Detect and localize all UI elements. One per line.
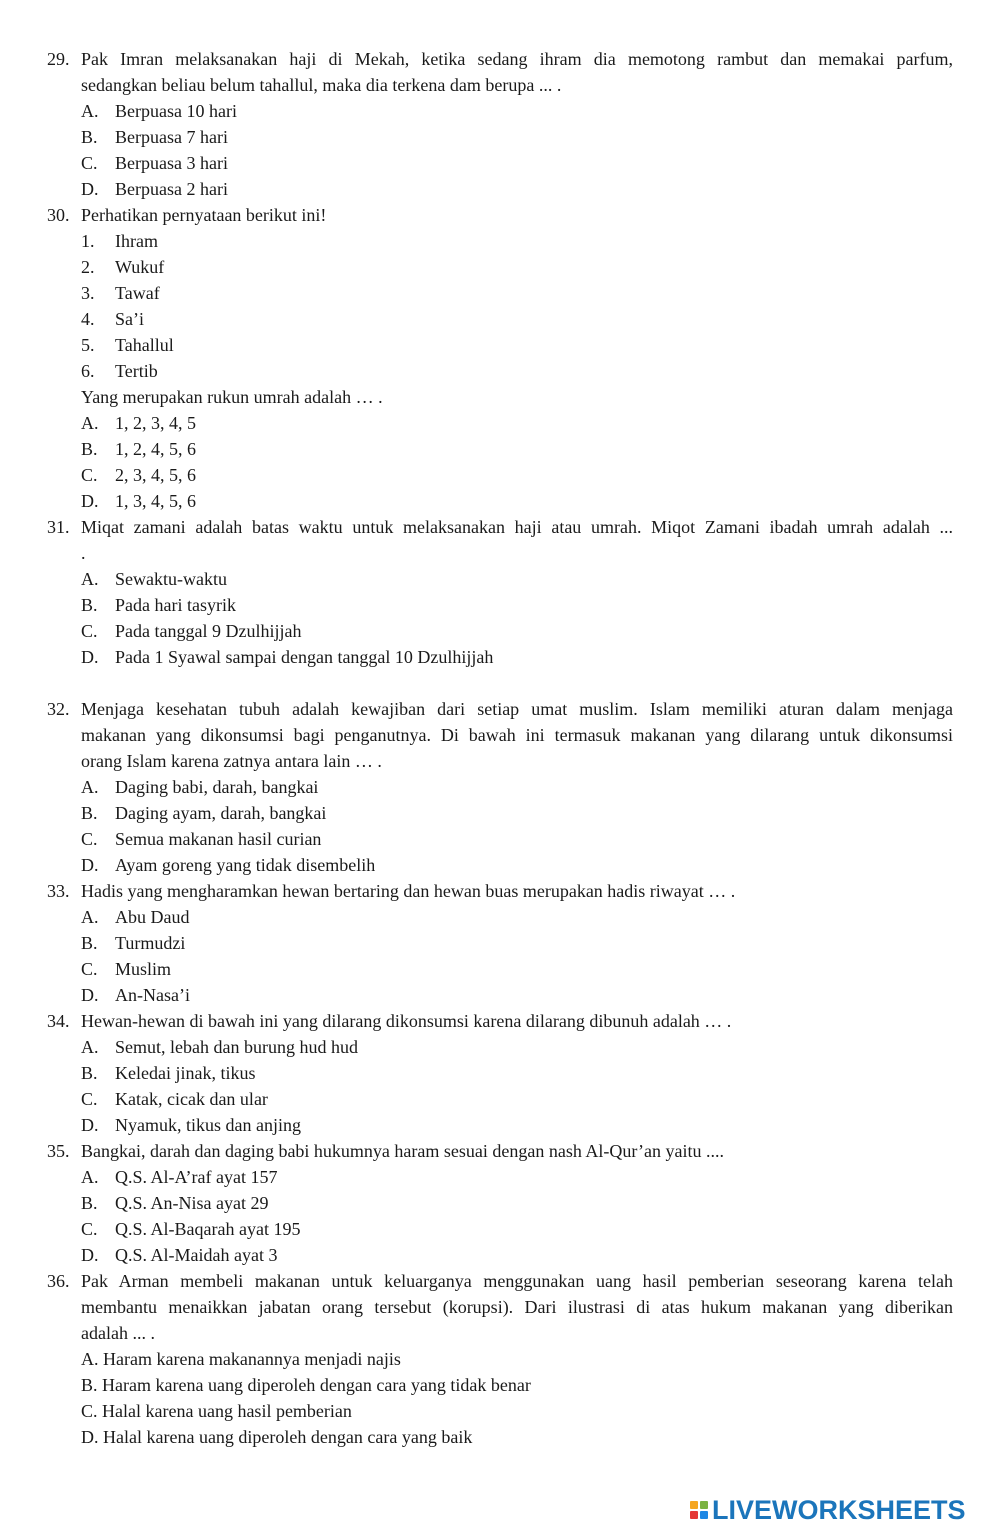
question-text-line: orang Islam karena zatnya antara lain … . bbox=[81, 751, 382, 771]
option-d[interactable]: D. Halal karena uang diperoleh dengan cara yang baik bbox=[81, 1427, 473, 1447]
question-text-line: Miqat zamani adalah batas waktu untuk melaksanakan haji atau umrah. Miqot Zamani ibadah umrah adalah ... bbox=[81, 517, 953, 537]
question-text-line: Bangkai, darah dan daging babi hukumnya haram sesuai dengan nash Al-Qur’an yaitu .... bbox=[81, 1141, 724, 1161]
question-text-line: Hewan-hewan di bawah ini yang dilarang dikonsumsi karena dilarang dibunuh adalah … . bbox=[81, 1011, 732, 1031]
logo-mark-icon bbox=[690, 1501, 708, 1519]
question-text-line: sedangkan beliau belum tahallul, maka dia terkena dam berupa ... . bbox=[81, 75, 562, 95]
question-number: 36. bbox=[47, 1271, 70, 1291]
question-text-line: . bbox=[81, 543, 86, 563]
option-c[interactable]: C. Halal karena uang hasil pemberian bbox=[81, 1401, 352, 1421]
option-a[interactable]: A. Haram karena makanannya menjadi najis bbox=[81, 1349, 401, 1369]
question-number: 31. bbox=[47, 517, 70, 537]
worksheet-page: 29. Pak Imran melaksanakan haji di Mekah, ketika sedang ihram dia memotong rambut dan memakai parfum, sedangkan beliau belum tahallul, maka dia terkena dam berupa ... . A. Berpuasa 10 hari B. Berpuasa 7 hari C. Berpuasa 3 hari D. Berpuasa 2 hari 30. Perhatikan pernyataan berikut ini! 1. Ihram 2. Wukuf 3. Tawaf 4. Sa’i 5. Tahallul 6. Tertib Yang merupakan rukun umrah adalah … . A. 1, 2, 3, 4, 5 B. 1, 2, 4, 5, 6 C. 2, 3, 4, 5, 6 D. 1, 3, 4, 5, 6 31. Miqat zamani adalah batas waktu untuk melaksanakan haji atau umrah. Miqot Zamani ibadah umrah adalah ... . A. Sewaktu-waktu B. Pada hari tasyrik C. Pada tanggal 9 Dzulhijjah D. Pada 1 Syawal sampai dengan tanggal 10 Dzulhijjah 32. Menjaga kesehatan tubuh adalah kewajiban dari setiap umat muslim. Islam memiliki aturan dalam menjaga makanan yang dikonsumsi bagi penganutnya. Di bawah ini termasuk makanan yang dilarang untuk dikonsumsi orang Islam karena zatnya antara lain … . A. Daging babi, darah, bangkai B. Daging ayam, darah, bangkai C. Semua makanan hasil curian D. Ayam goreng yang tidak disembelih 33. Hadis yang mengharamkan hewan bertaring dan hewan buas merupakan hadis riwayat … . A. Abu Daud B. Turmudzi C. Muslim D. An-Nasa’i 34. Hewan-hewan di bawah ini yang dilarang dikonsumsi karena dilarang dibunuh adalah … . A. Semut, lebah dan burung hud hud B. Keledai jinak, tikus C. Katak, cicak dan ular D. Nyamuk, tikus dan anjing 35. Bangkai, darah dan daging babi hukumnya haram sesuai dengan nash Al-Qur’an yaitu .... A. Q.S. Al-A’raf ayat 157 B. Q.S. An-Nisa ayat 29 C. Q.S. Al-Baqarah ayat 195 D. Q.S. Al-Maidah ayat 3 36. Pak Arman membeli makanan untuk keluarganya menggunakan uang hasil pemberian seseorang karena telah membantu menaikkan jabatan orang tersebut (korupsi). Dari ilustrasi di atas hukum makanan yang diberikan adalah ... . A. Haram karena makanannya menjadi najis B. Haram karena uang diperoleh dengan cara yang tidak benar C. Halal karena uang hasil pemberian D. Halal karena uang diperoleh dengan cara yang baik LIVEWORKSHEETS bbox=[0, 0, 1000, 1534]
liveworksheets-logo[interactable] bbox=[690, 1495, 966, 1525]
question-number: 35. bbox=[47, 1141, 70, 1161]
question-prompt: Yang merupakan rukun umrah adalah … . bbox=[81, 387, 383, 407]
question-number: 32. bbox=[47, 699, 70, 719]
question-text-line: Hadis yang mengharamkan hewan bertaring dan hewan buas merupakan hadis riwayat … . bbox=[81, 881, 736, 901]
logo-text: LIVEWORKSHEETS bbox=[712, 1494, 966, 1525]
question-text-line: Perhatikan pernyataan berikut ini! bbox=[81, 205, 327, 225]
question-number: 29. bbox=[47, 49, 70, 69]
question-text-line: makanan yang dikonsumsi bagi penganutnya. Di bawah ini termasuk makanan yang dilarang untuk dikonsumsi bbox=[81, 725, 953, 745]
question-text-line: Pak Imran melaksanakan haji di Mekah, ketika sedang ihram dia memotong rambut dan memakai parfum, bbox=[81, 49, 953, 69]
question-number: 34. bbox=[47, 1011, 70, 1031]
question-text-line: Menjaga kesehatan tubuh adalah kewajiban dari setiap umat muslim. Islam memiliki aturan dalam menjaga bbox=[81, 699, 953, 719]
question-number: 33. bbox=[47, 881, 70, 901]
question-text-line: adalah ... . bbox=[81, 1323, 155, 1343]
question-number: 30. bbox=[47, 205, 70, 225]
option-b[interactable]: B. Haram karena uang diperoleh dengan cara yang tidak benar bbox=[81, 1375, 531, 1395]
question-text-line: membantu menaikkan jabatan orang tersebut (korupsi). Dari ilustrasi di atas hukum makanan yang diberikan bbox=[81, 1297, 953, 1317]
question-text-line: Pak Arman membeli makanan untuk keluarganya menggunakan uang hasil pemberian seseorang karena telah bbox=[81, 1271, 953, 1291]
